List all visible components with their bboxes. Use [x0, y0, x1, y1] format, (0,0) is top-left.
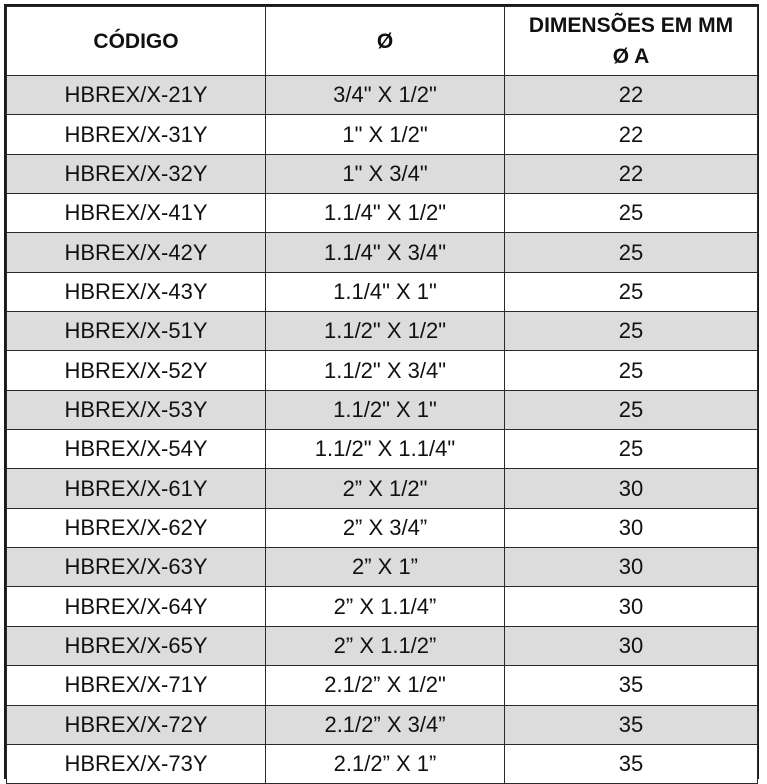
cell-dimension-a: 25	[505, 430, 758, 469]
table-row	[7, 390, 758, 429]
cell-codigo: HBREX/X-54Y	[7, 430, 266, 469]
table-row	[7, 587, 758, 626]
cell-diameter: 1" X 3/4"	[266, 154, 505, 193]
table-row	[7, 154, 758, 193]
cell-diameter: 2” X 1”	[266, 548, 505, 587]
cell-codigo: HBREX/X-63Y	[7, 548, 266, 587]
table-row	[7, 312, 758, 351]
cell-dimension-a: 30	[505, 508, 758, 547]
cell-diameter: 1.1/4" X 1"	[266, 272, 505, 311]
cell-codigo: HBREX/X-65Y	[7, 626, 266, 665]
table-row	[7, 272, 758, 311]
cell-dimension-a: 30	[505, 469, 758, 508]
table-row	[7, 430, 758, 469]
cell-codigo: HBREX/X-61Y	[7, 469, 266, 508]
cell-codigo: HBREX/X-43Y	[7, 272, 266, 311]
table-row	[7, 194, 758, 233]
table-row	[7, 666, 758, 705]
dimensions-table	[6, 6, 758, 784]
table-row	[7, 744, 758, 783]
cell-dimension-a: 35	[505, 705, 758, 744]
cell-codigo: HBREX/X-32Y	[7, 154, 266, 193]
cell-dimension-a: 30	[505, 548, 758, 587]
cell-codigo: HBREX/X-21Y	[7, 76, 266, 115]
cell-codigo: HBREX/X-62Y	[7, 508, 266, 547]
header-dimensions-line2: Ø A	[612, 45, 650, 68]
cell-dimension-a: 22	[505, 76, 758, 115]
cell-codigo: HBREX/X-31Y	[7, 115, 266, 154]
cell-dimension-a: 25	[505, 194, 758, 233]
cell-codigo: HBREX/X-51Y	[7, 312, 266, 351]
table-header	[7, 7, 758, 76]
cell-codigo: HBREX/X-41Y	[7, 194, 266, 233]
cell-codigo: HBREX/X-42Y	[7, 233, 266, 272]
dimensions-table-container	[4, 4, 759, 779]
cell-dimension-a: 25	[505, 233, 758, 272]
cell-diameter: 1.1/2" X 1.1/4"	[266, 430, 505, 469]
table-row	[7, 469, 758, 508]
cell-codigo: HBREX/X-64Y	[7, 587, 266, 626]
table-row	[7, 233, 758, 272]
cell-dimension-a: 25	[505, 390, 758, 429]
cell-diameter: 1.1/2" X 3/4"	[266, 351, 505, 390]
header-diameter: Ø	[266, 7, 505, 76]
cell-codigo: HBREX/X-52Y	[7, 351, 266, 390]
table-body	[7, 76, 758, 784]
cell-dimension-a: 30	[505, 587, 758, 626]
cell-diameter: 2.1/2” X 3/4”	[266, 705, 505, 744]
cell-diameter: 2” X 1/2"	[266, 469, 505, 508]
header-row	[7, 7, 758, 76]
cell-codigo: HBREX/X-73Y	[7, 744, 266, 783]
cell-codigo: HBREX/X-72Y	[7, 705, 266, 744]
cell-dimension-a: 22	[505, 154, 758, 193]
cell-diameter: 2” X 1.1/4”	[266, 587, 505, 626]
table-row	[7, 705, 758, 744]
cell-diameter: 1" X 1/2"	[266, 115, 505, 154]
cell-dimension-a: 35	[505, 744, 758, 783]
cell-codigo: HBREX/X-71Y	[7, 666, 266, 705]
cell-dimension-a: 25	[505, 272, 758, 311]
table-row	[7, 508, 758, 547]
cell-dimension-a: 22	[505, 115, 758, 154]
header-dimensions-line1: DIMENSÕES EM MM	[528, 14, 734, 37]
cell-diameter: 1.1/4" X 3/4"	[266, 233, 505, 272]
cell-codigo: HBREX/X-53Y	[7, 390, 266, 429]
header-dimensions	[505, 7, 758, 76]
cell-diameter: 1.1/2" X 1/2"	[266, 312, 505, 351]
cell-diameter: 1.1/4" X 1/2"	[266, 194, 505, 233]
cell-diameter: 2” X 1.1/2”	[266, 626, 505, 665]
cell-dimension-a: 30	[505, 626, 758, 665]
table-row	[7, 351, 758, 390]
cell-diameter: 2.1/2” X 1”	[266, 744, 505, 783]
cell-diameter: 2” X 3/4”	[266, 508, 505, 547]
cell-dimension-a: 25	[505, 312, 758, 351]
table-row	[7, 548, 758, 587]
table-row	[7, 626, 758, 665]
cell-diameter: 1.1/2" X 1"	[266, 390, 505, 429]
table-row	[7, 115, 758, 154]
cell-diameter: 3/4" X 1/2"	[266, 76, 505, 115]
cell-diameter: 2.1/2” X 1/2"	[266, 666, 505, 705]
header-codigo: CÓDIGO	[7, 7, 266, 76]
table-row	[7, 76, 758, 115]
cell-dimension-a: 35	[505, 666, 758, 705]
cell-dimension-a: 25	[505, 351, 758, 390]
